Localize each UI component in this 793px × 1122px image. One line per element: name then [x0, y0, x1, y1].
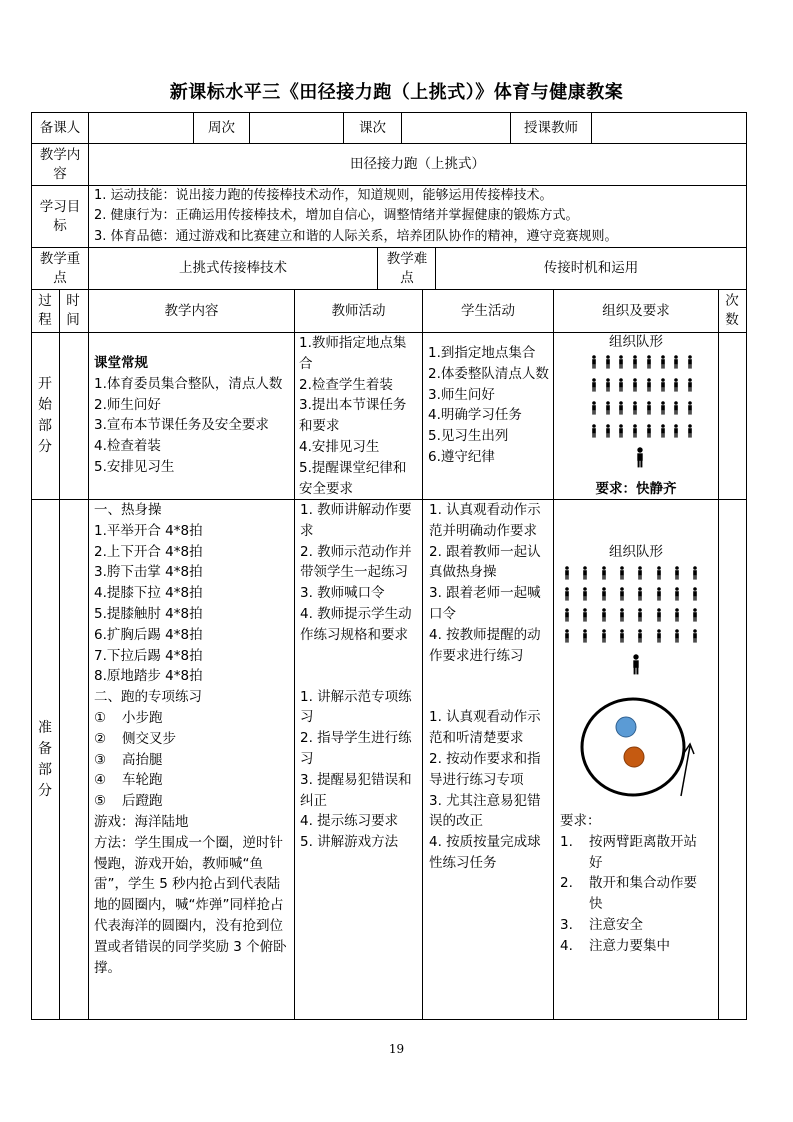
- req-item: 注意安全: [589, 916, 643, 933]
- prep-teacher-item: 2. 指导学生进行练习: [300, 730, 412, 767]
- prep-teacher: [300, 500, 419, 1019]
- student-figure-icon: [636, 608, 644, 622]
- student-figure-icon: [617, 424, 625, 438]
- prep-teacher-item: 1. 讲解示范专项练习: [300, 688, 412, 726]
- run-item: ⑤ 后蹬跑: [94, 793, 163, 810]
- difficulty-label: 教学难点: [386, 250, 428, 286]
- start-student-item: 4.明确学习任务: [428, 407, 522, 424]
- student-figure-icon: [604, 378, 612, 392]
- student-figure-icon: [686, 424, 694, 438]
- prep-teacher-item: 3. 教师喊口令: [300, 585, 385, 602]
- prep-teacher-item: 1. 教师讲解动作要求: [300, 502, 412, 539]
- student-figure-icon: [659, 355, 667, 369]
- prep-student: [429, 500, 549, 1019]
- student-figure-icon: [618, 629, 626, 643]
- student-figure-icon: [645, 378, 653, 392]
- prep-teacher-item: 4. 教师提示学生动作练习规格和要求: [300, 605, 412, 643]
- start-teacher-item: 2.检查学生着装: [299, 376, 393, 393]
- col-time: 时间: [66, 293, 80, 328]
- student-figure-icon: [645, 401, 653, 415]
- student-figure-icon: [617, 355, 625, 369]
- start-student-item: 1.到指定地点集合: [428, 345, 536, 361]
- student-figure-icon: [581, 587, 589, 601]
- col-student: 学生活动: [461, 302, 515, 319]
- teacher-value: [592, 113, 746, 143]
- prep-student-item: 2. 跟着教师一起认真做热身操: [429, 543, 541, 581]
- student-figure-icon: [631, 378, 639, 392]
- prep-student-item: 1. 认真观看动作示范并明确动作要求: [429, 502, 541, 539]
- student-figure-icon: [563, 608, 571, 622]
- student-figure-icon: [645, 355, 653, 369]
- student-figure-icon: [563, 629, 571, 643]
- student-figure-icon: [686, 355, 694, 369]
- preparer-label: 备课人: [39, 119, 81, 136]
- student-figure-icon: [600, 566, 608, 580]
- student-figure-icon: [673, 629, 681, 643]
- student-figure-icon: [590, 378, 598, 392]
- warmup-item: 8.原地踏步 4*8拍: [94, 668, 203, 685]
- prep-org-title: 组织队形: [609, 544, 663, 560]
- run-item: ① 小步跑: [94, 709, 163, 726]
- objective-item: 3. 体育品德：通过游戏和比赛建立和谐的人际关系，培养团队协作的精神，遵守竞赛规则。: [94, 228, 618, 244]
- student-figure-icon: [636, 566, 644, 580]
- student-figure-icon: [691, 608, 699, 622]
- start-teacher-item: 1.教师指定地点集合: [299, 335, 407, 372]
- lesson-label: 课次: [359, 119, 386, 136]
- key-value: 上挑式传接棒技术: [179, 260, 287, 277]
- student-figure-icon: [672, 401, 680, 415]
- start-org-requirement: 要求：快静齐: [595, 481, 677, 497]
- difficulty-value: 传接时机和运用: [543, 260, 639, 277]
- teacher-figure-icon: [634, 447, 646, 468]
- student-figure-icon: [631, 424, 639, 438]
- objective-item: 1. 运动技能：说出接力跑的传接棒技术动作，知道规则，能够运用传接棒技术。: [94, 188, 553, 203]
- game-title: 游戏：海洋陆地: [94, 813, 189, 830]
- lesson-value: [402, 113, 510, 143]
- student-figure-icon: [563, 587, 571, 601]
- student-figure-icon: [590, 401, 598, 415]
- week-value: [250, 113, 343, 143]
- start-content-title: 课堂常规: [94, 355, 148, 371]
- student-figure-icon: [600, 629, 608, 643]
- warmup-item: 5.提膝触肘 4*8拍: [94, 605, 203, 622]
- student-figure-icon: [604, 401, 612, 415]
- col-org: 组织及要求: [602, 302, 670, 319]
- student-figure-icon: [618, 608, 626, 622]
- start-student: [428, 343, 550, 493]
- prep-student-item: 4. 按质按量完成球性练习任务: [429, 834, 541, 871]
- start-content-item: 4.检查着装: [94, 438, 161, 455]
- start-org-title: 组织队形: [609, 334, 663, 350]
- student-figure-icon: [636, 629, 644, 643]
- student-figure-icon: [659, 378, 667, 392]
- objective-item: 2. 健康行为：正确运用传接棒技术，增加自信心，调整情绪并掌握健康的锻炼方式。: [94, 208, 579, 224]
- start-teacher: [299, 333, 419, 499]
- student-figure-icon: [636, 587, 644, 601]
- student-figure-icon: [617, 378, 625, 392]
- student-figure-icon: [617, 401, 625, 415]
- student-figure-icon: [673, 587, 681, 601]
- prep-student-item: 3. 跟着老师一起喊口令: [429, 585, 541, 622]
- prep-student-item: 3. 尤其注意易犯错误的改正: [429, 792, 541, 830]
- req-item: 散开和集合动作要快: [589, 875, 697, 913]
- req-item: 注意力要集中: [589, 937, 670, 954]
- start-teacher-item: 3.提出本节课任务和要求: [299, 397, 407, 435]
- prep-label: 准备部分: [38, 719, 52, 799]
- student-figure-icon: [600, 608, 608, 622]
- page-number: 19: [388, 1042, 405, 1056]
- student-figure-icon: [655, 587, 663, 601]
- student-figure-icon: [673, 566, 681, 580]
- orange-ball: [624, 747, 644, 767]
- student-figure-icon: [672, 355, 680, 369]
- start-teacher-item: 4.安排见习生: [299, 438, 380, 455]
- student-figure-icon: [581, 629, 589, 643]
- document-title: 新课标水平三《田径接力跑（上挑式）》体育与健康教案: [169, 82, 624, 103]
- student-figure-icon: [691, 566, 699, 580]
- student-figure-icon: [672, 424, 680, 438]
- req-label: 要求：: [560, 813, 601, 829]
- warmup-item: 4.提膝下拉 4*8拍: [94, 585, 203, 602]
- key-label: 教学重点: [39, 250, 81, 286]
- game-circle-diagram: [578, 696, 698, 800]
- start-content-item: 3.宣布本节课任务及安全要求: [94, 417, 269, 434]
- content-value: 田径接力跑（上挑式）: [350, 156, 485, 173]
- teacher-label: 授课教师: [524, 119, 578, 136]
- preparer-value: [89, 113, 193, 143]
- student-figure-icon: [691, 629, 699, 643]
- content-label: 教学内容: [39, 146, 81, 182]
- run-title: 二、跑的专项练习: [94, 689, 202, 706]
- student-figure-icon: [686, 401, 694, 415]
- run-item: ② 侧交叉步: [94, 730, 176, 747]
- warmup-item: 3.胯下击掌 4*8拍: [94, 564, 203, 581]
- start-content-item: 1.体育委员集合整队，清点人数: [94, 375, 283, 392]
- game-method: 方法：学生围成一个圈，逆时针慢跑，游戏开始，教师喊“鱼雷”，学生 5 秒内抢占到代表陆地的圆圈内，喊“炸弹”同样抢占代表海洋的圆圈内，没有抢到位置或者错误的同学奖励 3 个俯卧撑。: [94, 834, 287, 976]
- prep-student-item: 1. 认真观看动作示范和听清楚要求: [429, 709, 541, 747]
- start-content-item: 2.师生问好: [94, 396, 161, 413]
- student-figure-icon: [590, 424, 598, 438]
- warmup-item: 1.平举开合 4*8拍: [94, 522, 203, 539]
- start-student-item: 3.师生问好: [428, 386, 495, 403]
- col-count: 次数: [725, 293, 739, 328]
- teacher-figure-icon: [630, 654, 642, 675]
- student-figure-icon: [672, 378, 680, 392]
- start-student-item: 2.体委整队清点人数: [428, 365, 549, 382]
- student-figure-icon: [655, 629, 663, 643]
- blue-ball: [616, 717, 636, 737]
- start-content: [94, 353, 294, 495]
- student-figure-icon: [590, 355, 598, 369]
- prep-teacher-item: 2. 教师示范动作并带领学生一起练习: [300, 543, 412, 581]
- start-content-item: 5.安排见习生: [94, 458, 175, 475]
- student-figure-icon: [645, 424, 653, 438]
- col-teacher: 教师活动: [331, 302, 386, 319]
- col-content: 教学内容: [164, 302, 219, 319]
- warmup-item: 7.下拉后踢 4*8拍: [94, 647, 203, 664]
- prep-student-item: 2. 按动作要求和指导进行练习专项: [429, 750, 541, 788]
- warmup-item: 2.上下开合 4*8拍: [94, 543, 203, 560]
- student-figure-icon: [631, 401, 639, 415]
- student-figure-icon: [581, 566, 589, 580]
- run-item: ④ 车轮跑: [94, 772, 163, 789]
- student-figure-icon: [600, 587, 608, 601]
- start-teacher-item: 5.提醒课堂纪律和安全要求: [299, 459, 407, 497]
- prep-student-item: 4. 按教师提醒的动作要求进行练习: [429, 626, 541, 664]
- student-figure-icon: [655, 566, 663, 580]
- student-figure-icon: [686, 378, 694, 392]
- student-figure-icon: [604, 424, 612, 438]
- start-student-item: 5.见习生出列: [428, 428, 509, 445]
- student-figure-icon: [631, 355, 639, 369]
- start-student-item: 6.遵守纪律: [428, 448, 495, 465]
- student-figure-icon: [659, 401, 667, 415]
- student-figure-icon: [673, 608, 681, 622]
- student-figure-icon: [581, 608, 589, 622]
- student-figure-icon: [655, 608, 663, 622]
- student-figure-icon: [618, 587, 626, 601]
- prep-requirements: 要求： 1. 按两臂距离散开站好 2. 散开和集合动作要快 3. 注意安全 4. 注意力要集中: [560, 811, 710, 1019]
- objectives-label: 学习目标: [39, 198, 81, 234]
- warmup-title: 一、热身操: [94, 502, 162, 518]
- run-item: ③ 高抬腿: [94, 751, 163, 768]
- prep-teacher-item: 4. 提示练习要求: [300, 813, 399, 830]
- student-figure-icon: [563, 566, 571, 580]
- col-process: 过程: [38, 293, 52, 328]
- student-figure-icon: [604, 355, 612, 369]
- prep-content: [94, 500, 292, 1019]
- week-label: 周次: [208, 119, 235, 136]
- req-item: 按两臂距离散开站好: [589, 833, 697, 871]
- prep-teacher-item: 3. 提醒易犯错误和纠正: [300, 771, 412, 809]
- student-figure-icon: [691, 587, 699, 601]
- objectives-list: [94, 186, 744, 247]
- student-figure-icon: [618, 566, 626, 580]
- warmup-item: 6.扩胸后踢 4*8拍: [94, 626, 203, 643]
- prep-teacher-item: 5. 讲解游戏方法: [300, 834, 399, 851]
- student-figure-icon: [659, 424, 667, 438]
- start-label: 开始部分: [38, 376, 52, 455]
